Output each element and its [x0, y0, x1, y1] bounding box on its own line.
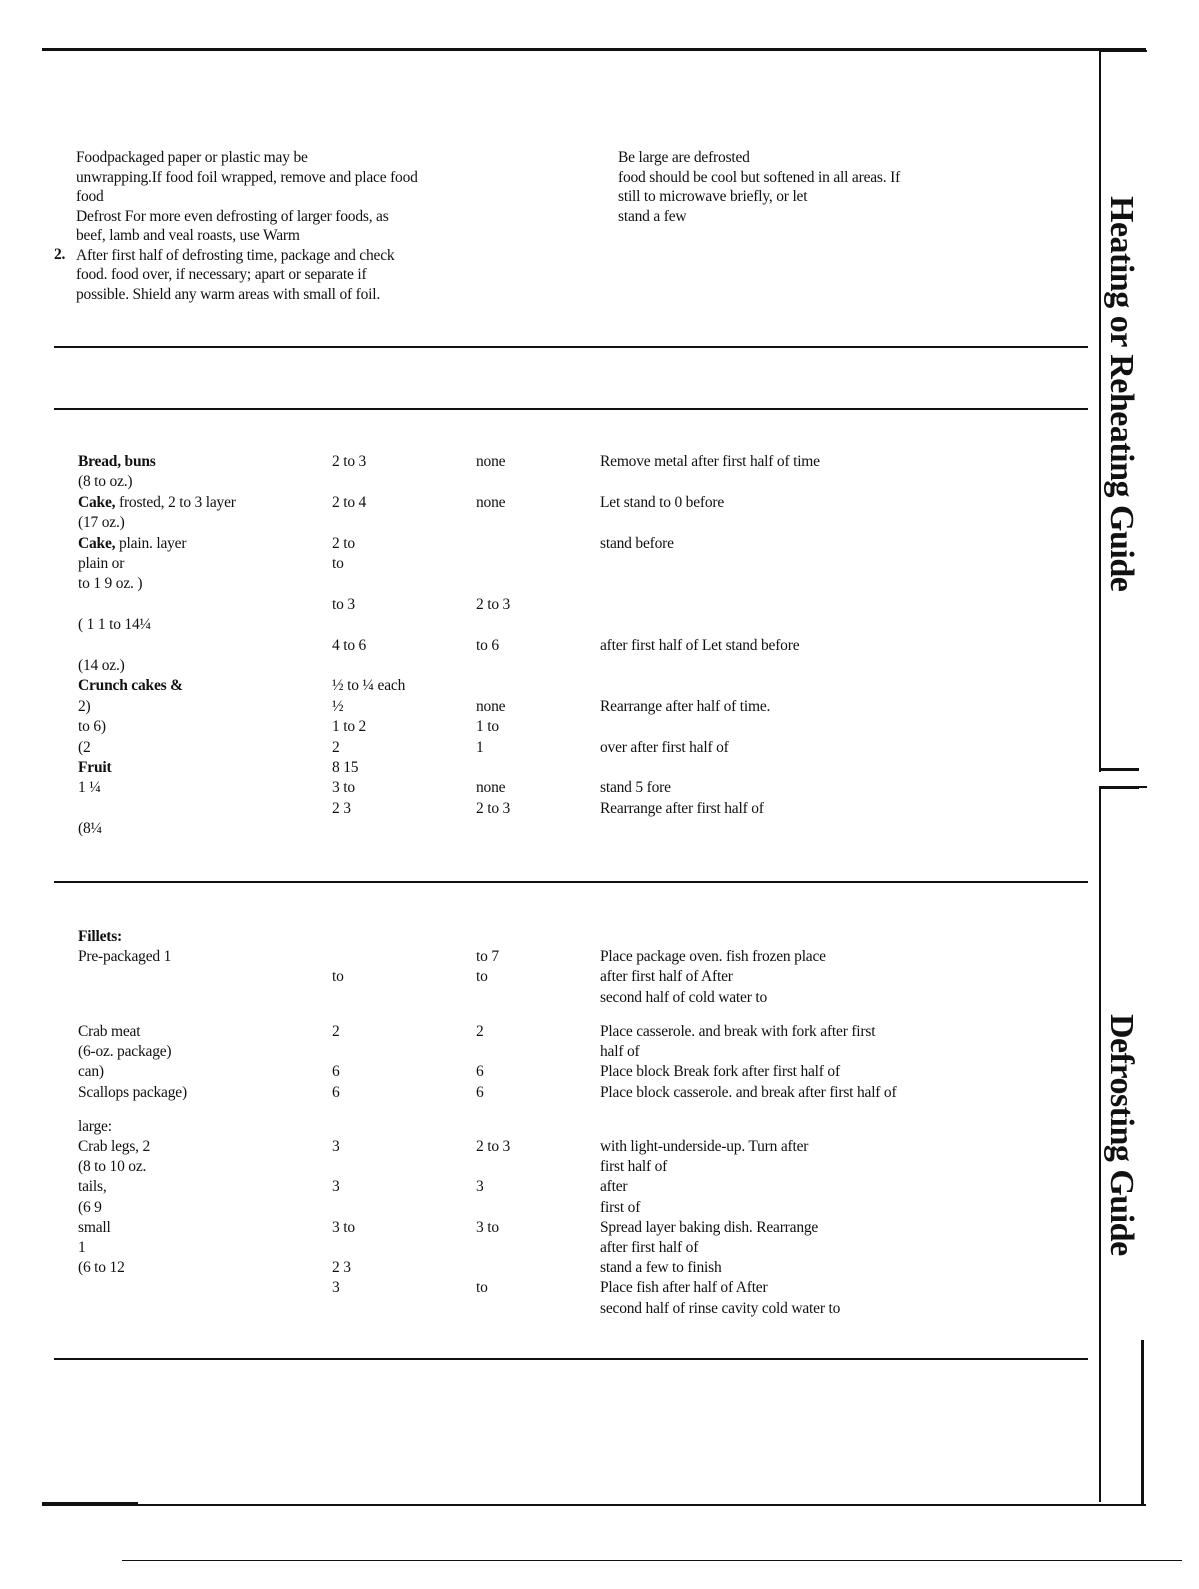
- section-rule-2: [54, 408, 1088, 410]
- row-comment: Place package oven. fish frozen place: [600, 948, 826, 966]
- row-stand-time: 1: [476, 738, 484, 756]
- row-comment: Remove metal after first half of time: [600, 453, 820, 470]
- row-stand-time: 3: [476, 1178, 484, 1196]
- row-food-name: (17 oz.): [78, 514, 125, 532]
- intro-note-line: food should be cool but softened in all areas. If: [618, 168, 901, 186]
- row-comment: first of: [600, 1198, 641, 1216]
- row-time: 3: [332, 1279, 340, 1297]
- row-comment: stand before: [600, 534, 674, 552]
- row-time: 3: [332, 1178, 340, 1196]
- row-stand-time: to 7: [476, 948, 499, 966]
- row-stand-time: 6: [476, 1063, 484, 1081]
- top-rule: [42, 48, 1146, 51]
- row-time: 2 3: [332, 1259, 351, 1277]
- row-food-name: (6 9: [78, 1198, 102, 1216]
- row-food-name: (8 to oz.): [78, 473, 133, 491]
- row-food-name: Bread, buns: [78, 453, 156, 470]
- side-title-defrosting: Defrosting Guide: [1103, 1014, 1140, 1256]
- row-comment: second half of cold water to: [600, 988, 767, 1006]
- row-food-detail: frosted, 2 to 3 layer: [115, 493, 236, 511]
- intro-note-line: stand a few: [618, 207, 687, 225]
- row-stand-time: none: [476, 779, 506, 797]
- row-comment: Place fish after half of After: [600, 1279, 768, 1297]
- intro-line: food. food over, if necessary; apart or separate if: [76, 266, 367, 283]
- section-rule-3: [54, 881, 1088, 883]
- row-time: 2 to 4: [332, 493, 367, 511]
- row-time: 3 to: [332, 1218, 355, 1236]
- row-food-detail: plain. layer: [115, 534, 187, 552]
- intro-line: After first half of defrosting time, package and check: [76, 246, 395, 264]
- side-title-heating: Heating or Reheating Guide: [1103, 196, 1140, 592]
- row-time: ½ to ¼ each: [332, 677, 406, 695]
- intro-note-line: still to microwave briefly, or let: [618, 188, 808, 205]
- bottom-rule: [42, 1504, 1146, 1506]
- row-food-name: (8 to 10 oz.: [78, 1158, 147, 1176]
- row-food-name: tails,: [78, 1178, 107, 1196]
- row-food-name: (2: [78, 738, 91, 756]
- row-comment: half of: [600, 1043, 640, 1061]
- row-food-name: ( 1 1 to 14¼: [78, 616, 151, 634]
- footer-accent-rule: [42, 1502, 138, 1505]
- row-stand-time: none: [476, 493, 506, 511]
- row-comment: after first half of After: [600, 968, 733, 986]
- row-time: ½: [332, 697, 344, 715]
- row-food-name: Fillets:: [78, 928, 123, 945]
- row-comment: Place block Break fork after first half of: [600, 1063, 840, 1081]
- row-food-name: Fruit: [78, 759, 112, 776]
- row-time: 2 to 3: [332, 453, 367, 470]
- row-food-name: Crab legs, 2: [78, 1138, 151, 1156]
- row-food-name: Scallops package): [78, 1083, 187, 1101]
- row-comment: stand a few to finish: [600, 1259, 722, 1277]
- row-comment: after first half of: [600, 1239, 699, 1257]
- row-comment: Let stand to 0 before: [600, 493, 725, 511]
- row-time: 6: [332, 1063, 340, 1081]
- row-food-name: to 6): [78, 718, 106, 736]
- row-comment: over after first half of: [600, 738, 729, 756]
- row-comment: Rearrange after first half of: [600, 799, 764, 817]
- row-comment: Spread layer baking dish. Rearrange: [600, 1218, 819, 1236]
- intro-line: Foodpackaged paper or plastic may be: [76, 149, 308, 166]
- row-stand-time: 3 to: [476, 1218, 499, 1236]
- row-food-name: Crunch cakes &: [78, 677, 183, 695]
- row-time: 2 to: [332, 534, 355, 552]
- row-food-name: 1: [78, 1239, 86, 1257]
- footer-rule: [122, 1560, 1182, 1561]
- side-tab-defrosting-top: [1099, 786, 1139, 789]
- row-stand-time: 2 to 3: [476, 1138, 511, 1156]
- row-stand-time: none: [476, 453, 506, 470]
- row-comment: with light-underside-up. Turn after: [600, 1138, 809, 1156]
- side-tab-right-edge: [1141, 1340, 1144, 1505]
- row-time: to: [332, 968, 344, 986]
- row-comment: second half of rinse cavity cold water to: [600, 1299, 841, 1317]
- row-comment: after: [600, 1178, 628, 1196]
- row-stand-time: 6: [476, 1083, 484, 1101]
- row-time: 2 3: [332, 799, 351, 817]
- row-stand-time: none: [476, 697, 506, 715]
- intro-note-line: Be large are defrosted: [618, 149, 750, 166]
- row-stand-time: 2 to 3: [476, 799, 511, 817]
- row-food-name: 2): [78, 697, 91, 715]
- row-food-name: 1 ¼: [78, 779, 101, 797]
- section-rule-4: [54, 1358, 1088, 1360]
- row-time: 3 to: [332, 779, 355, 797]
- row-time: 8 15: [332, 759, 359, 776]
- row-time: 1 to 2: [332, 718, 367, 736]
- row-stand-time: 2: [476, 1022, 484, 1040]
- row-food-name: Pre-packaged 1: [78, 948, 172, 966]
- row-time: to: [332, 555, 344, 572]
- row-comment: first half of: [600, 1158, 668, 1176]
- row-food-name: Cake, frosted, 2 to 3 layer: [78, 493, 236, 511]
- intro-line: Defrost For more even defrosting of larger foods, as: [76, 207, 389, 225]
- intro-line: unwrapping.If food foil wrapped, remove and place food: [76, 168, 418, 186]
- row-stand-time: to: [476, 1279, 488, 1297]
- row-comment: after first half of Let stand before: [600, 636, 800, 654]
- row-food-name: to 1 9 oz. ): [78, 575, 143, 593]
- row-food-name: Crab meat: [78, 1022, 141, 1040]
- row-stand-time: to 6: [476, 636, 499, 654]
- row-time: 2: [332, 738, 340, 756]
- row-food-name: can): [78, 1063, 104, 1081]
- row-food-name: Cake, plain. layer: [78, 534, 187, 552]
- row-food-name: (14 oz.): [78, 657, 125, 674]
- row-stand-time: to: [476, 968, 488, 986]
- row-time: 2: [332, 1022, 340, 1040]
- side-tab-heating-end: [1099, 768, 1139, 771]
- row-food-name: (6 to 12: [78, 1259, 125, 1277]
- row-comment: Rearrange after half of time.: [600, 697, 771, 715]
- row-food-name: (8¼: [78, 820, 102, 838]
- intro-line: beef, lamb and veal roasts, use Warm: [76, 227, 300, 244]
- row-time: 4 to 6: [332, 636, 367, 654]
- row-food-name: large:: [78, 1117, 112, 1135]
- row-time: to 3: [332, 595, 355, 613]
- row-stand-time: 2 to 3: [476, 595, 511, 613]
- row-time: 6: [332, 1083, 340, 1101]
- row-comment: stand 5 fore: [600, 779, 671, 797]
- row-food-name: small: [78, 1218, 111, 1236]
- intro-line: possible. Shield any warm areas with small of foil.: [76, 285, 381, 303]
- row-food-name: (6-oz. package): [78, 1043, 172, 1061]
- row-time: 3: [332, 1138, 340, 1156]
- intro-line: food: [76, 188, 104, 205]
- section-rule-1: [54, 346, 1088, 348]
- row-food-name: plain or: [78, 555, 125, 572]
- row-comment: Place casserole. and break with fork after first: [600, 1022, 876, 1040]
- row-stand-time: 1 to: [476, 718, 499, 736]
- intro-step-number: 2.: [54, 246, 66, 263]
- row-comment: Place block casserole. and break after first half of: [600, 1083, 897, 1101]
